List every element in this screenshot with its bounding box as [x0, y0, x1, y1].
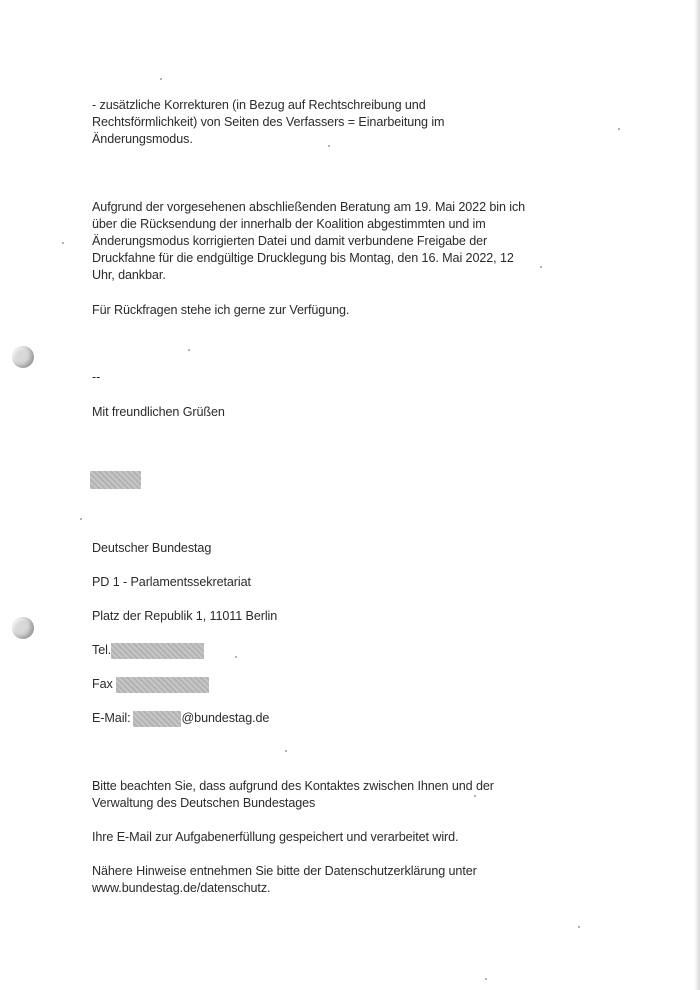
signature-separator: -- — [92, 370, 101, 384]
email-domain: @bundestag.de — [181, 711, 270, 725]
sender-fax-row — [92, 676, 209, 693]
tel-label: Tel. — [92, 643, 112, 657]
privacy-line-4: Nähere Hinweise entnehmen Sie bitte der Datenschutzerklärung unter — [92, 864, 477, 878]
scan-speck — [285, 750, 287, 752]
punch-hole-top — [12, 346, 34, 368]
sender-address: Platz der Republik 1, 11011 Berlin — [92, 609, 278, 623]
request-line-1: Aufgrund der vorgesehenen abschließenden Beratung am 19. Mai 2022 bin ich — [92, 200, 526, 214]
scan-speck — [235, 656, 237, 658]
request-line-3: Änderungsmodus korrigierten Datei und damit verbundene Freigabe der — [92, 234, 488, 248]
scan-speck — [160, 78, 162, 80]
closing-greeting: Mit freundlichen Grüßen — [92, 405, 225, 419]
scan-speck — [188, 349, 190, 351]
scan-speck — [540, 266, 542, 268]
sender-department: PD 1 - Parlamentssekretariat — [92, 575, 251, 589]
redacted-tel — [111, 643, 204, 659]
punch-hole-bottom — [12, 617, 34, 639]
request-line-5: Uhr, dankbar. — [92, 268, 166, 282]
correction-note-line-1: - zusätzliche Korrekturen (in Bezug auf Rechtschreibung und — [92, 98, 426, 112]
scan-speck — [578, 926, 580, 928]
scan-speck — [618, 128, 620, 130]
privacy-link[interactable]: www.bundestag.de/datenschutz. — [92, 881, 271, 895]
scan-speck — [485, 978, 487, 980]
privacy-line-1: Bitte beachten Sie, dass aufgrund des Kontaktes zwischen Ihnen und der — [92, 779, 494, 793]
scan-speck — [328, 145, 330, 147]
privacy-line-3: Ihre E-Mail zur Aufgabenerfüllung gespeichert und verarbeitet wird. — [92, 830, 459, 844]
scan-speck — [80, 518, 82, 520]
scan-speck — [62, 242, 64, 244]
redacted-name — [90, 471, 141, 489]
request-line-4: Druckfahne für die endgültige Drucklegung bis Montag, den 16. Mai 2022, 12 — [92, 251, 514, 265]
sender-organization: Deutscher Bundestag — [92, 541, 212, 555]
request-line-2: über die Rücksendung der innerhalb der Koalition abgestimmten und im — [92, 217, 486, 231]
redacted-fax — [116, 677, 209, 693]
email-label: E-Mail: — [92, 711, 131, 725]
scan-speck — [474, 795, 476, 797]
page-edge-shadow — [694, 0, 700, 990]
fax-label: Fax — [92, 677, 113, 691]
sender-email-row — [92, 710, 269, 727]
privacy-line-2: Verwaltung des Deutschen Bundestages — [92, 796, 316, 810]
questions-line: Für Rückfragen stehe ich gerne zur Verfügung. — [92, 303, 350, 317]
sender-tel-row — [92, 642, 204, 659]
correction-note-line-3: Änderungsmodus. — [92, 132, 193, 146]
correction-note-line-2: Rechtsförmlichkeit) von Seiten des Verfassers = Einarbeitung im — [92, 115, 445, 129]
redacted-email-local — [133, 711, 181, 727]
